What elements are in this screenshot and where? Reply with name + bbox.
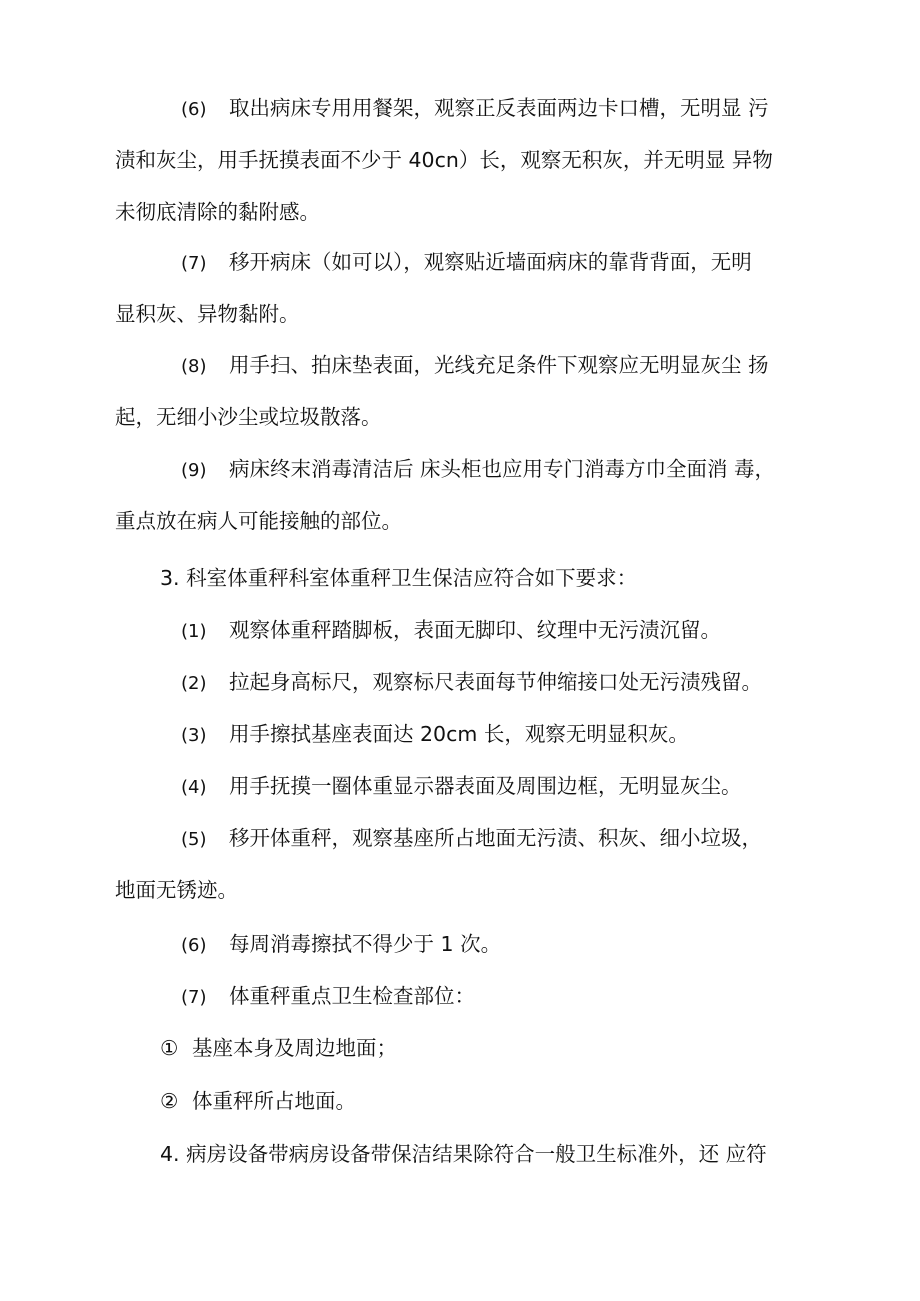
item-number: (2) <box>181 673 207 694</box>
item-text: 体重秤重点卫生检查部位： <box>229 984 475 1008</box>
section-heading-4 <box>115 1128 825 1180</box>
heading-text: 4. 病房设备带病房设备带保洁结果除符合一般卫生标准外，还 应符 <box>160 1142 767 1166</box>
item-number: (6) <box>181 935 207 956</box>
paragraph-scale-item-2 <box>115 656 825 708</box>
item-text: 用手抚摸一圈体重显示器表面及周围边框，无明显灰尘。 <box>229 774 742 798</box>
circled-number: ② <box>160 1089 179 1113</box>
item-continuation: 起，无细小沙尘或垃圾散落。 <box>115 405 382 429</box>
paragraph-circled-2 <box>115 1075 825 1127</box>
paragraph-item-8 <box>115 339 825 443</box>
paragraph-scale-item-4 <box>115 760 825 812</box>
item-continuation: 渍和灰尘，用手抚摸表面不少于 40cn）长，观察无积灰，并无明显 异物 <box>115 148 773 172</box>
item-text: 每周消毒擦拭不得少于 1 次。 <box>229 932 502 956</box>
item-number: (7) <box>181 253 207 274</box>
item-text: 用手扫、拍床垫表面，光线充足条件下观察应无明显灰尘 扬 <box>229 353 769 377</box>
item-text: 观察体重秤踏脚板，表面无脚印、纹理中无污渍沉留。 <box>229 618 721 642</box>
paragraph-item-7a <box>115 236 825 340</box>
item-text: 拉起身高标尺，观察标尺表面每节伸缩接口处无污渍残留。 <box>229 670 762 694</box>
paragraph-item-6a <box>115 82 825 238</box>
item-text: 取出病床专用用餐架，观察正反表面两边卡口槽，无明显 污 <box>229 96 769 120</box>
paragraph-scale-item-3 <box>115 708 825 760</box>
circled-number: ① <box>160 1036 179 1060</box>
item-number: (4) <box>181 777 207 798</box>
item-number: (8) <box>181 356 207 377</box>
item-text: 病床终末消毒清洁后 床头柜也应用专门消毒方巾全面消 毒， <box>229 457 776 481</box>
item-text: 基座本身及周边地面； <box>192 1036 397 1060</box>
item-number: (6) <box>181 99 207 120</box>
paragraph-scale-item-6 <box>115 918 825 970</box>
item-text: 体重秤所占地面。 <box>192 1089 356 1113</box>
paragraph-item-9 <box>115 443 825 547</box>
item-text: 移开体重秤，观察基座所占地面无污渍、积灰、细小垃圾， <box>229 826 762 850</box>
item-number: (5) <box>181 829 207 850</box>
item-continuation: 地面无锈迹。 <box>115 878 238 902</box>
item-continuation: 未彻底清除的黏附感。 <box>115 200 320 224</box>
item-continuation: 重点放在病人可能接触的部位。 <box>115 509 402 533</box>
item-number: (1) <box>181 621 207 642</box>
paragraph-scale-item-7 <box>115 970 825 1022</box>
item-text: 移开病床（如可以），观察贴近墙面病床的靠背背面，无明 <box>229 250 752 274</box>
item-number: (7) <box>181 987 207 1008</box>
heading-text: 3. 科室体重秤科室体重秤卫生保洁应符合如下要求： <box>160 566 638 590</box>
item-number: (3) <box>181 725 207 746</box>
section-heading-3 <box>115 552 825 604</box>
item-text: 用手擦拭基座表面达 20cm 长，观察无明显积灰。 <box>229 722 689 746</box>
paragraph-circled-1 <box>115 1022 825 1074</box>
paragraph-scale-item-5 <box>115 812 825 916</box>
paragraph-scale-item-1 <box>115 604 825 656</box>
item-continuation: 显积灰、异物黏附。 <box>115 302 300 326</box>
item-number: (9) <box>181 460 207 481</box>
